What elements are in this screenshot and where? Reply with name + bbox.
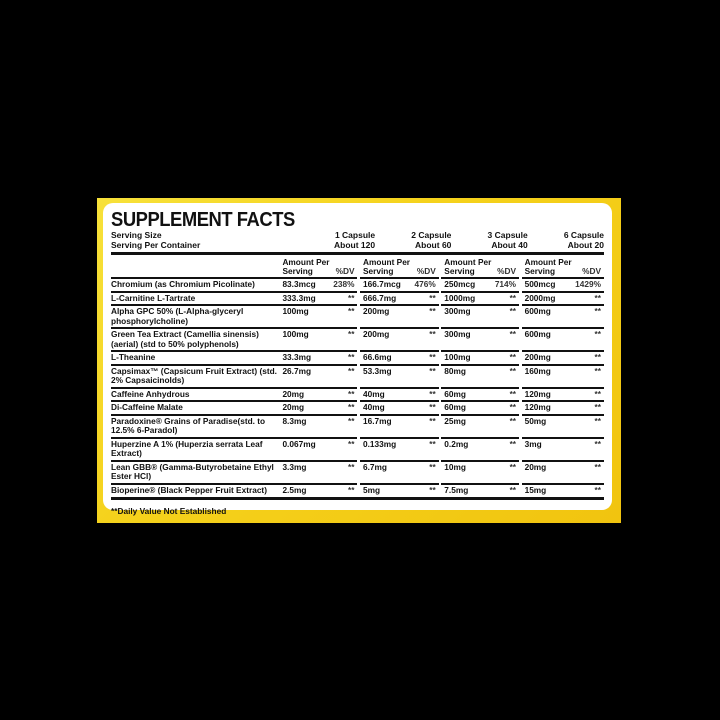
percent-dv: ** [415, 387, 439, 401]
nutrient-name: L-Theanine [111, 350, 279, 364]
amount-per-serving: 60mg [441, 387, 495, 401]
percent-dv: ** [575, 350, 604, 364]
percent-dv: ** [575, 400, 604, 414]
percent-dv: ** [333, 483, 357, 497]
amount-per-serving: 0.133mg [360, 437, 415, 460]
amount-per-serving: 25mg [441, 414, 495, 437]
percent-dv: 238% [333, 277, 357, 291]
amount-per-serving: 10mg [441, 460, 495, 483]
amount-per-serving: 16.7mg [360, 414, 415, 437]
percent-dv: ** [495, 437, 519, 460]
percent-dv: ** [333, 291, 357, 305]
percent-dv: ** [575, 364, 604, 387]
nutrient-row [111, 460, 604, 483]
amount-per-serving: 8.3mg [279, 414, 333, 437]
nutrient-name: Caffeine Anhydrous [111, 387, 279, 401]
percent-dv: ** [495, 291, 519, 305]
amount-per-serving: 0.2mg [441, 437, 495, 460]
amount-per-serving: 120mg [522, 400, 576, 414]
nutrient-row [111, 437, 604, 460]
percent-dv: ** [333, 387, 357, 401]
amount-per-serving: 200mg [360, 304, 415, 327]
serving-size-label: Serving Size [111, 230, 162, 240]
percent-dv: ** [575, 387, 604, 401]
nutrient-row [111, 387, 604, 401]
amount-per-serving: 15mg [522, 483, 576, 497]
amount-per-serving: 80mg [441, 364, 495, 387]
percent-dv: ** [575, 304, 604, 327]
nutrient-name: Di-Caffeine Malate [111, 400, 279, 414]
percent-dv: ** [575, 414, 604, 437]
nutrient-row [111, 327, 604, 350]
percent-dv: ** [333, 364, 357, 387]
percent-dv: ** [415, 327, 439, 350]
sub-header-row: Amount Per Serving %DV Amount Per Serving %DV Amount Per Serving %DV Amount Per Serving %DV [282, 257, 601, 276]
amount-per-serving: 20mg [279, 387, 333, 401]
percent-dv: ** [575, 437, 604, 460]
amount-per-serving: 250mcg [441, 277, 495, 291]
amount-per-serving: 120mg [522, 387, 576, 401]
supplement-facts-panel [103, 203, 612, 516]
percent-dv: ** [415, 304, 439, 327]
amount-per-serving: 200mg [360, 327, 415, 350]
column-header-3: 3 Capsule About 40 [487, 230, 528, 250]
serving-header [111, 231, 604, 250]
serving-per-container-label: Serving Per Container [111, 239, 201, 250]
percent-dv: ** [333, 437, 357, 460]
amount-per-serving: 500mcg [522, 277, 576, 291]
amount-per-serving: 666.7mg [360, 291, 415, 305]
amount-per-serving: 53.3mg [360, 364, 415, 387]
amount-per-serving: 1000mg [441, 291, 495, 305]
amount-per-serving: 100mg [441, 350, 495, 364]
percent-dv: ** [495, 483, 519, 497]
amount-per-serving: 20mg [522, 460, 576, 483]
percent-dv: ** [575, 483, 604, 497]
percent-dv: ** [333, 460, 357, 483]
percent-dv: ** [415, 414, 439, 437]
amount-per-serving: 0.067mg [279, 437, 333, 460]
percent-dv: ** [333, 327, 357, 350]
amount-per-serving: 33.3mg [279, 350, 333, 364]
percent-dv: ** [495, 414, 519, 437]
amount-per-serving: 40mg [360, 387, 415, 401]
amount-per-serving: 83.3mcg [279, 277, 333, 291]
amount-per-serving: 66.6mg [360, 350, 415, 364]
nutrient-row [111, 350, 604, 364]
amount-per-serving: 5mg [360, 483, 415, 497]
percent-dv: ** [415, 291, 439, 305]
percent-dv: ** [575, 460, 604, 483]
footnote: **Daily Value Not Established [111, 506, 227, 516]
nutrient-name: Bioperine® (Black Pepper Fruit Extract) [111, 483, 279, 497]
amount-per-serving: 160mg [522, 364, 576, 387]
amount-per-serving: 6.7mg [360, 460, 415, 483]
amount-per-serving: 600mg [522, 304, 576, 327]
percent-dv: ** [495, 327, 519, 350]
percent-dv: 714% [495, 277, 519, 291]
amount-per-serving: 100mg [279, 304, 333, 327]
amount-per-serving: 300mg [441, 304, 495, 327]
percent-dv: ** [415, 437, 439, 460]
percent-dv: ** [415, 400, 439, 414]
amount-per-serving: 20mg [279, 400, 333, 414]
amount-per-serving: 166.7mcg [360, 277, 415, 291]
amount-per-serving: 2.5mg [279, 483, 333, 497]
amount-per-serving: 7.5mg [441, 483, 495, 497]
nutrient-name: Capsimax™ (Capsicum Fruit Extract) (std. 2% Capsaicinolds) [111, 364, 279, 387]
column-header-1: 1 Capsule About 120 [334, 230, 376, 250]
amount-per-serving: 3.3mg [279, 460, 333, 483]
nutrient-name: Green Tea Extract (Camellia sinensis) (aerial) (std to 50% polyphenols) [111, 327, 279, 350]
percent-dv: ** [495, 400, 519, 414]
amount-per-serving: 2000mg [522, 291, 576, 305]
nutrient-row [111, 277, 604, 291]
nutrient-name: Huperzine A 1% (Huperzia serrata Leaf Extract) [111, 437, 279, 460]
percent-dv: ** [415, 460, 439, 483]
amount-per-serving: 60mg [441, 400, 495, 414]
amount-per-serving: 333.3mg [279, 291, 333, 305]
nutrient-row [111, 291, 604, 305]
percent-dv: 1429% [575, 277, 604, 291]
amount-per-serving: 600mg [522, 327, 576, 350]
percent-dv: ** [495, 304, 519, 327]
nutrient-row [111, 414, 604, 437]
amount-per-serving: 300mg [441, 327, 495, 350]
amount-per-serving: 50mg [522, 414, 576, 437]
percent-dv: ** [333, 414, 357, 437]
nutrient-row [111, 483, 604, 497]
label-frame [97, 198, 621, 523]
nutrient-name: Alpha GPC 50% (L-Alpha-glyceryl phosphorylcholine) [111, 304, 279, 327]
percent-dv: ** [575, 291, 604, 305]
percent-dv: ** [495, 387, 519, 401]
label-title: SUPPLEMENT FACTS [111, 209, 295, 231]
percent-dv: ** [495, 460, 519, 483]
nutrient-row [111, 304, 604, 327]
percent-dv: ** [333, 304, 357, 327]
nutrient-row [111, 400, 604, 414]
percent-dv: ** [333, 400, 357, 414]
percent-dv: ** [415, 483, 439, 497]
nutrient-name: L-Carnitine L-Tartrate [111, 291, 279, 305]
column-header-2: 2 Capsule About 60 [411, 230, 452, 250]
amount-per-serving: 26.7mg [279, 364, 333, 387]
nutrient-name: Lean GBB® (Gamma-Butyrobetaine Ethyl Ester HCl) [111, 460, 279, 483]
nutrient-row [111, 364, 604, 387]
amount-per-serving: 200mg [522, 350, 576, 364]
amount-per-serving: 40mg [360, 400, 415, 414]
amount-per-serving: 100mg [279, 327, 333, 350]
table-bottom-rule [111, 497, 604, 500]
percent-dv: ** [495, 364, 519, 387]
percent-dv: ** [333, 350, 357, 364]
nutrient-name: Paradoxine® Grains of Paradise(std. to 12.5% 6-Paradol) [111, 414, 279, 437]
nutrient-name: Chromium (as Chromium Picolinate) [111, 277, 279, 291]
amount-per-serving: 3mg [522, 437, 576, 460]
percent-dv: ** [575, 327, 604, 350]
column-header-4: 6 Capsule About 20 [563, 230, 604, 250]
percent-dv: ** [415, 350, 439, 364]
percent-dv: 476% [415, 277, 439, 291]
percent-dv: ** [495, 350, 519, 364]
percent-dv: ** [415, 364, 439, 387]
nutrient-table [111, 255, 604, 496]
